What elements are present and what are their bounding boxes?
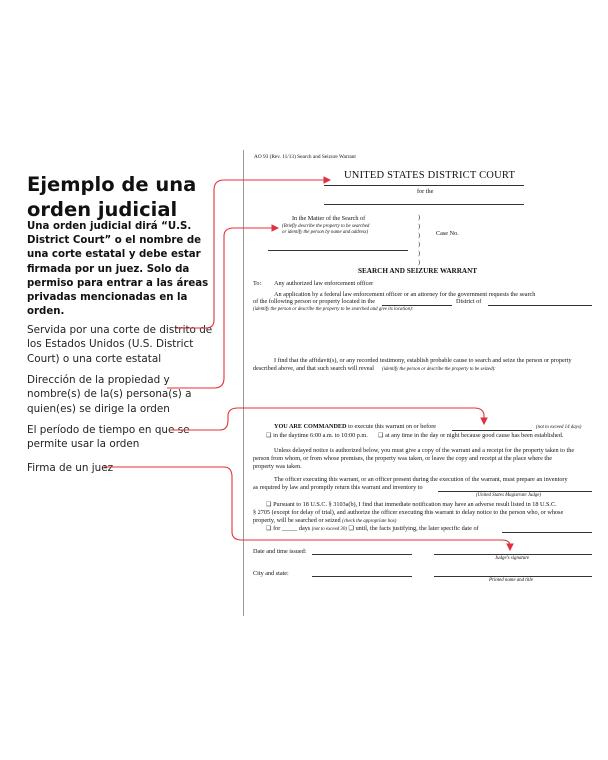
note-period: El período de tiempo en que se permite usar la orden — [27, 424, 190, 451]
city-state-label: City and state: — [253, 570, 289, 577]
magistrate-label: (United States Magistrate Judge) — [476, 493, 542, 498]
matter-hint-1: (Briefly describe the property to be searched — [282, 224, 370, 229]
note-address: Dirección de la propiedad y nombre(s) de la(s) persona(s) a quien(es) se dirige la orden — [27, 374, 192, 415]
p2-line2: described above, and that such search will reveal — [253, 365, 374, 372]
p1-line1: An application by a federal law enforcement officer or an attorney for the government requests the search — [274, 291, 536, 298]
warrant-document — [240, 150, 608, 620]
bracket-column: ) ) ) ) ) ) — [418, 214, 421, 266]
p3-line2: person from whom, or from whose premises, the property was taken, or leave the copy and receipt at the place where the — [253, 455, 552, 462]
p1-line2: of the following person or property located in the — [253, 298, 375, 305]
to-value: Any authorized law enforcement officer — [274, 280, 374, 287]
district-line — [324, 204, 524, 205]
until-blank-line — [502, 532, 592, 533]
until-text: ❑ until, the facts justifying, the later specific date of — [348, 525, 479, 532]
p1-district-line — [488, 305, 592, 306]
for-days: ❑ for _____ days — [266, 525, 311, 532]
court-title-underline — [324, 185, 524, 186]
p4-line1: The officer executing this warrant, or an officer present during the execution of the warrant, must prepare an inventory — [274, 476, 568, 483]
case-no-label: Case No. — [436, 230, 459, 237]
date-time-label: Date and time issued: — [253, 548, 307, 555]
not-exceed-30: (not to exceed 30) — [311, 527, 347, 532]
for-the-label: for the — [417, 188, 434, 195]
date-blank-line — [452, 430, 532, 431]
commanded-rest: to execute this warrant on or before — [348, 423, 437, 430]
p5-check: (check the appropriate box) — [342, 519, 397, 524]
matter-line: In the Matter of the Search of — [292, 215, 366, 222]
judge-signature-label: Judge’s signature — [495, 556, 530, 561]
p3-line3: property was taken. — [253, 463, 302, 470]
to-label: To: — [253, 280, 262, 287]
guide-heading: Ejemplo de una orden judicial — [27, 173, 197, 221]
not-exceed-14: (not to exceed 14 days) — [536, 425, 582, 430]
commanded-line — [274, 423, 436, 431]
city-state-line — [312, 576, 412, 577]
option-daytime: ❑ in the daytime 6:00 a.m. to 10:00 p.m. — [266, 432, 368, 439]
p5-line3: property, will be searched or seized — [253, 517, 341, 524]
court-title: UNITED STATES DISTRICT COURT — [344, 170, 516, 181]
commanded-bold: YOU ARE COMMANDED — [274, 423, 347, 430]
printed-name-label: Printed name and title — [489, 578, 533, 583]
p5-line2: § 2705 (except for delay of trial), and authorize the officer executing this warrant to delay notice to the person who, or whose — [253, 509, 564, 516]
matter-hint-2: or identify the person by name and address) — [282, 230, 369, 235]
p1-district: District of — [456, 298, 482, 305]
option-anytime: ❑ at any time in the day or night because good cause has been established. — [378, 432, 564, 439]
p2-hint: (identify the person or describe the property to be seized): — [382, 367, 496, 372]
guide-lead-text: Una orden judicial dirá “U.S. District Court” o el nombre de una corte estatal y debe estar firmada por un juez. Solo da permiso para entrar a las áreas privadas mencionadas en la orden. — [27, 221, 209, 318]
matter-line-rule — [268, 250, 408, 251]
form-id: AO 93 (Rev. 11/13) Search and Seizure Warrant — [254, 154, 356, 160]
p5-line1: ❑ Pursuant to 18 U.S.C. § 3103a(b), I find that immediate notification may have an adverse result listed in 18 U.S.C. — [266, 501, 557, 508]
p2-line1: I find that the affidavit(s), or any recorded testimony, establish probable cause to search and seize the person or property — [274, 357, 572, 364]
p3-line1: Unless delayed notice is authorized below, you must give a copy of the warrant and a receipt for the property taken to the — [274, 447, 575, 454]
for-days-line — [266, 525, 479, 534]
note-court: Servida por una corte de distrito de los Estados Unidos (U.S. District Court) o una corte estatal — [27, 324, 213, 365]
p4-line2: as required by law and promptly return this warrant and inventory to — [253, 484, 423, 491]
section-title: SEARCH AND SEIZURE WARRANT — [358, 267, 478, 275]
p1-hint: (identify the person or describe the property to be searched and give its location): — [253, 307, 414, 312]
date-time-line — [312, 554, 412, 555]
note-signature: Firma de un juez — [27, 462, 114, 474]
